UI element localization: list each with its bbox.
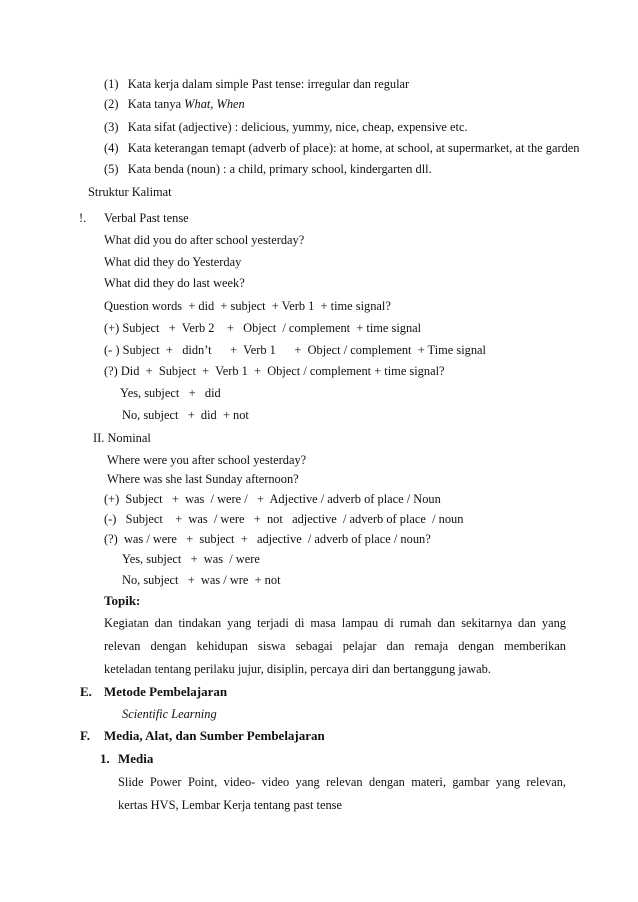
topik-body-line: relevan dengan kehidupan siswa sebagai pelajar dan remaja dengan memberikan	[104, 639, 566, 653]
verbal-formula: (- ) Subject + didn’t + Verb 1 + Object / complement + Time signal	[104, 343, 486, 357]
list-item: (1) Kata kerja dalam simple Past tense: irregular dan regular	[104, 77, 410, 91]
topik-label: Topik:	[104, 593, 141, 608]
section-f-title: Media, Alat, dan Sumber Pembelajaran	[104, 728, 325, 743]
nominal-formula: (+) Subject + was / were / + Adjective / adverb of place / Noun	[104, 492, 441, 506]
media-body-line: kertas HVS, Lembar Kerja tentang past tense	[118, 798, 342, 812]
verbal-question: What did they do last week?	[104, 276, 245, 290]
verbal-answer: Yes, subject + did	[120, 386, 221, 400]
verbal-formula: (?) Did + Subject + Verb 1 + Object / complement + time signal?	[104, 364, 445, 378]
verbal-question: What did they do Yesterday	[104, 255, 242, 269]
nominal-formula: (?) was / were + subject + adjective / adverb of place / noun?	[104, 532, 431, 546]
section-e-letter: E.	[80, 684, 92, 699]
list-item: (4) Kata keterangan temapt (adverb of place): at home, at school, at supermarket, at the garden	[104, 141, 580, 155]
verbal-formula: Question words + did + subject + Verb 1 + time signal?	[104, 299, 391, 313]
verbal-title: Verbal Past tense	[104, 211, 189, 225]
media-title: Media	[118, 751, 154, 766]
section-e-title: Metode Pembelajaran	[104, 684, 228, 699]
media-body-line: Slide Power Point, video- video yang relevan dengan materi, gambar yang relevan,	[118, 775, 566, 789]
nominal-answer: Yes, subject + was / were	[122, 552, 260, 566]
media-number: 1.	[100, 751, 110, 766]
verbal-formula: (+) Subject + Verb 2 + Object / complement + time signal	[104, 321, 422, 335]
nominal-title: II. Nominal	[93, 431, 151, 445]
verbal-answer: No, subject + did + not	[122, 408, 249, 422]
topik-body-line: Kegiatan dan tindakan yang terjadi di masa lampau di rumah dan sekitarnya dan yang	[104, 616, 566, 630]
verbal-number: !.	[79, 211, 87, 225]
topik-body-line: keteladan tentang perilaku jujur, disiplin, percaya diri dan bertanggung jawab.	[104, 662, 491, 676]
verbal-question: What did you do after school yesterday?	[104, 233, 305, 247]
list-item: (3) Kata sifat (adjective) : delicious, yummy, nice, cheap, expensive etc.	[104, 120, 468, 134]
section-f-letter: F.	[80, 728, 90, 743]
nominal-formula: (-) Subject + was / were + not adjective / adverb of place / noun	[104, 512, 464, 526]
list-item: (2) Kata tanya What, When	[104, 97, 245, 111]
section-e-body: Scientific Learning	[122, 707, 217, 721]
nominal-question: Where was she last Sunday afternoon?	[107, 472, 299, 486]
struktur-heading: Struktur Kalimat	[88, 185, 172, 199]
list-item: (5) Kata benda (noun) : a child, primary school, kindergarten dll.	[104, 162, 432, 176]
nominal-answer: No, subject + was / wre + not	[122, 573, 281, 587]
nominal-question: Where were you after school yesterday?	[107, 453, 307, 467]
